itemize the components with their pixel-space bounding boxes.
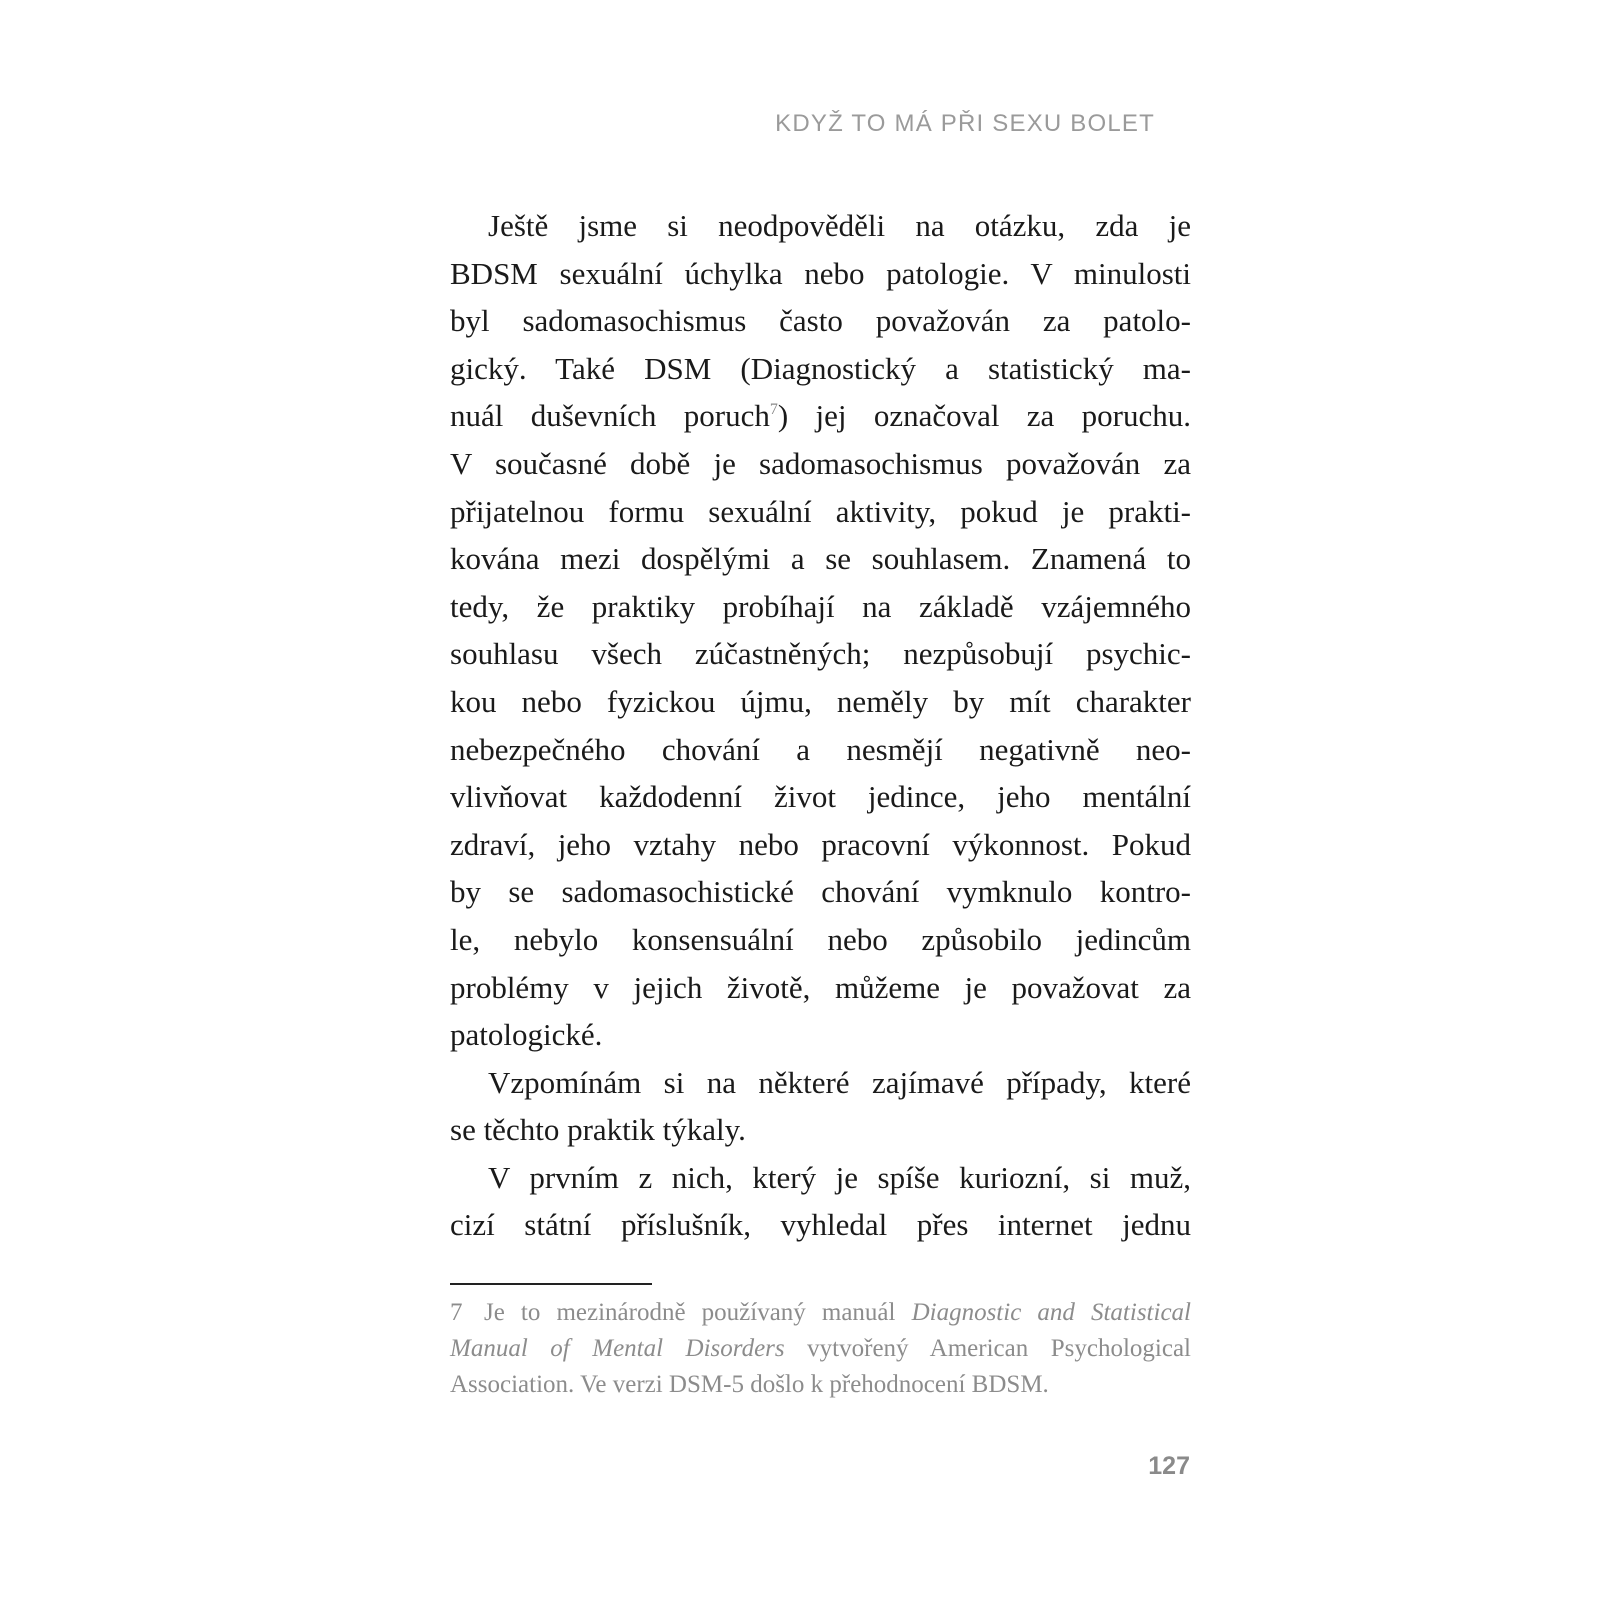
text-line: Ještě jsme si neodpověděli na otázku, zda je bbox=[488, 208, 1191, 243]
text-line: tedy, že praktiky probíhají na základě vzájemného bbox=[450, 588, 1191, 624]
text-line: patologické. bbox=[450, 1017, 603, 1053]
text-line: by se sadomasochistické chování vymknulo kontro- bbox=[450, 874, 1191, 910]
footnote bbox=[450, 1295, 1191, 1403]
footnote-line bbox=[450, 1295, 1191, 1331]
text-line: gický. Také DSM (Diagnostický a statistický ma- bbox=[450, 350, 1191, 386]
text-line: V současné době je sadomasochismus považován za bbox=[450, 445, 1191, 481]
text-line: kou nebo fyzickou újmu, neměly by mít charakter bbox=[450, 683, 1191, 719]
footnote-text: Je to mezinárodně používaný manuál bbox=[484, 1299, 912, 1326]
text-line: BDSM sexuální úchylka nebo patologie. V minulosti bbox=[450, 255, 1191, 291]
text-line: byl sadomasochismus často považován za patolo- bbox=[450, 303, 1191, 339]
footnote-line bbox=[450, 1331, 1191, 1367]
text-segment: nuál duševních poruch bbox=[450, 398, 770, 434]
text-line: souhlasu všech zúčastněných; nezpůsobují psychic- bbox=[450, 636, 1191, 672]
text-line: se těchto praktik týkaly. bbox=[450, 1112, 746, 1148]
footnote-divider bbox=[450, 1283, 652, 1285]
text-segment: ) jej označoval za poruchu. bbox=[777, 398, 1191, 434]
footnote-text: vytvořený American Psychological bbox=[784, 1335, 1191, 1362]
text-line: Vzpomínám si na některé zajímavé případy, které bbox=[488, 1064, 1191, 1100]
text-line: V prvním z nich, který je spíše kuriozní, si muž, bbox=[488, 1159, 1191, 1195]
text-line: cizí státní příslušník, vyhledal přes internet jednu bbox=[450, 1207, 1191, 1243]
text-line: přijatelnou formu sexuální aktivity, pokud je prakti- bbox=[450, 493, 1191, 529]
text-line-with-footnote-ref bbox=[450, 392, 1191, 440]
body-text bbox=[450, 202, 1191, 1249]
text-line: nebezpečného chování a nesmějí negativně neo- bbox=[450, 731, 1191, 767]
footnote-reference[interactable]: 7 bbox=[769, 401, 778, 419]
running-head: KDYŽ TO MÁ PŘI SEXU BOLET bbox=[775, 110, 1155, 137]
text-line: problémy v jejich životě, můžeme je považovat za bbox=[450, 969, 1191, 1005]
text-line: vlivňovat každodenní život jedince, jeho mentální bbox=[450, 779, 1191, 815]
footnote-number: 7 bbox=[450, 1299, 463, 1326]
footnote-line: Association. Ve verzi DSM-5 došlo k přehodnocení BDSM. bbox=[450, 1371, 1049, 1398]
text-line: zdraví, jeho vztahy nebo pracovní výkonnost. Pokud bbox=[450, 826, 1191, 862]
text-line: kována mezi dospělými a se souhlasem. Znamená to bbox=[450, 541, 1191, 577]
page-number: 127 bbox=[1148, 1452, 1190, 1480]
footnote-title-italic: Manual of Mental Disorders bbox=[450, 1335, 785, 1362]
text-line: le, nebylo konsensuální nebo způsobilo jedincům bbox=[450, 921, 1191, 957]
footnote-title-italic: Diagnostic and Statistical bbox=[911, 1299, 1191, 1326]
